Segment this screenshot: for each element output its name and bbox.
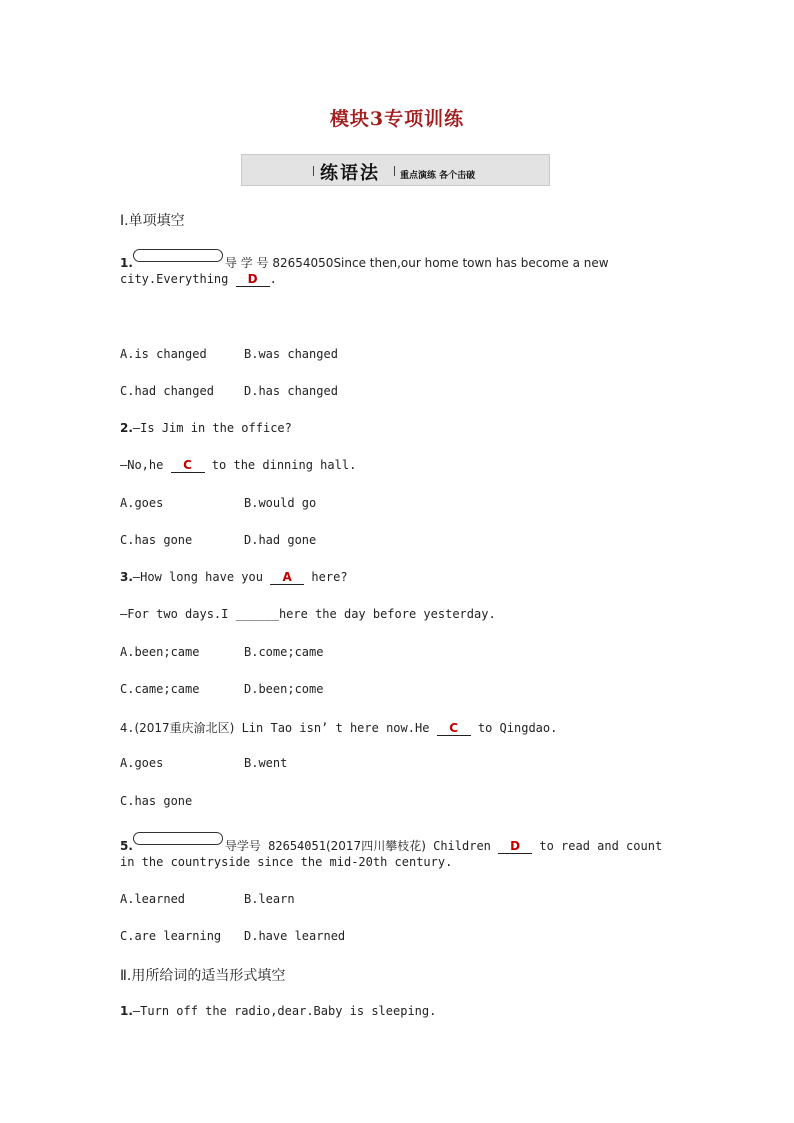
- question-2-line-2: [120, 458, 356, 473]
- answer-blank: A: [270, 571, 304, 585]
- guide-number-box: [133, 249, 223, 262]
- option-c: C.came;came: [120, 682, 200, 696]
- answer-blank: D: [236, 273, 270, 287]
- question-3-line-2: —For two days.I ______here the day before yesterday.: [120, 607, 496, 621]
- guide-label: 导学号: [224, 839, 261, 853]
- option-a: A.goes: [120, 756, 164, 770]
- banner-divider-right: [394, 166, 395, 176]
- question-2-text: —Is Jim in the office?: [132, 421, 292, 435]
- question-5-line-2: in the countryside since the mid-20th century.: [120, 855, 453, 869]
- option-a: A.been;came: [120, 645, 200, 659]
- question-1-text: 导 学 号 82654050Since then,our home town has become a new: [224, 256, 609, 270]
- question-number: 1.: [120, 1004, 133, 1018]
- question-source: (2017重庆渝北区): [134, 721, 235, 735]
- option-d: D.has changed: [244, 384, 338, 398]
- banner-title: 练语法: [320, 163, 380, 184]
- question-3-options-row-2: [120, 682, 680, 698]
- question-source: (2017四川攀枝花): [325, 839, 426, 853]
- page-title: 模块3专项训练: [329, 108, 465, 130]
- question-1-text-after-blank: .: [269, 272, 277, 286]
- question-3-options-row-1: [120, 645, 680, 661]
- part-2-question-1: [120, 1004, 436, 1018]
- option-c: C.has gone: [120, 794, 193, 808]
- question-number: 1.: [120, 256, 133, 270]
- question-2-text-after-blank: to the dinning hall.: [204, 458, 357, 472]
- question-3-text-before-blank: —How long have you: [132, 570, 271, 584]
- question-3-line-1: [120, 570, 348, 585]
- section-heading-word-forms: Ⅱ.用所给词的适当形式填空: [120, 968, 286, 984]
- option-b: B.was changed: [244, 347, 338, 361]
- question-5-options-row-1: [120, 892, 680, 908]
- question-number: 2.: [120, 421, 133, 435]
- option-d: D.had gone: [244, 533, 317, 547]
- question-2-line-1: [120, 421, 292, 435]
- question-4-options-row-1: [120, 756, 680, 772]
- option-c: C.are learning: [120, 929, 222, 943]
- question-5-text-after-blank: to read and count: [532, 839, 663, 853]
- question-4-text-before-blank: Lin Tao isn’ t here now.He: [234, 721, 437, 735]
- section-heading-single-choice: Ⅰ.单项填空: [120, 213, 185, 229]
- banner-subtitle: 重点演练 各个击破: [400, 171, 476, 181]
- answer-blank: C: [437, 722, 471, 736]
- question-5-options-row-2: [120, 929, 680, 945]
- question-2-options-row-2: [120, 533, 680, 549]
- option-a: A.is changed: [120, 347, 207, 361]
- banner-divider-left: [313, 166, 314, 176]
- question-number: 4.: [120, 721, 135, 735]
- question-1-line-1: [120, 249, 609, 271]
- option-b: B.come;came: [244, 645, 324, 659]
- option-c: C.has gone: [120, 533, 193, 547]
- question-number: 5.: [120, 839, 133, 853]
- option-b: B.went: [244, 756, 288, 770]
- option-b: B.learn: [244, 892, 295, 906]
- option-d: D.been;come: [244, 682, 324, 696]
- question-2-text-before-blank: —No,he: [120, 458, 171, 472]
- guide-code: 82654051: [260, 839, 326, 853]
- question-1-options-row-1: [120, 347, 680, 363]
- question-5-line-1: [120, 832, 662, 854]
- question-2-options-row-1: [120, 496, 680, 512]
- option-a: A.goes: [120, 496, 164, 510]
- question-number: 3.: [120, 570, 133, 584]
- option-d: D.have learned: [244, 929, 346, 943]
- question-1-text-before-blank: city.Everything: [120, 272, 236, 286]
- question-4-options-row-2: [120, 794, 680, 810]
- option-a: A.learned: [120, 892, 186, 906]
- question-4-text-after-blank: to Qingdao.: [470, 721, 558, 735]
- answer-blank: C: [171, 459, 205, 473]
- question-1-options-row-2: [120, 384, 680, 400]
- part-2-question-1-text: —Turn off the radio,dear.Baby is sleeping.: [132, 1004, 437, 1018]
- guide-number-box: [133, 832, 223, 845]
- question-3-text-after-blank: here?: [304, 570, 348, 584]
- answer-blank: D: [498, 840, 532, 854]
- section-banner: [241, 154, 550, 186]
- option-b: B.would go: [244, 496, 317, 510]
- option-c: C.had changed: [120, 384, 214, 398]
- question-1-line-2: [120, 272, 277, 287]
- question-4-line-1: [120, 719, 557, 736]
- question-5-text-before-blank: Children: [425, 839, 499, 853]
